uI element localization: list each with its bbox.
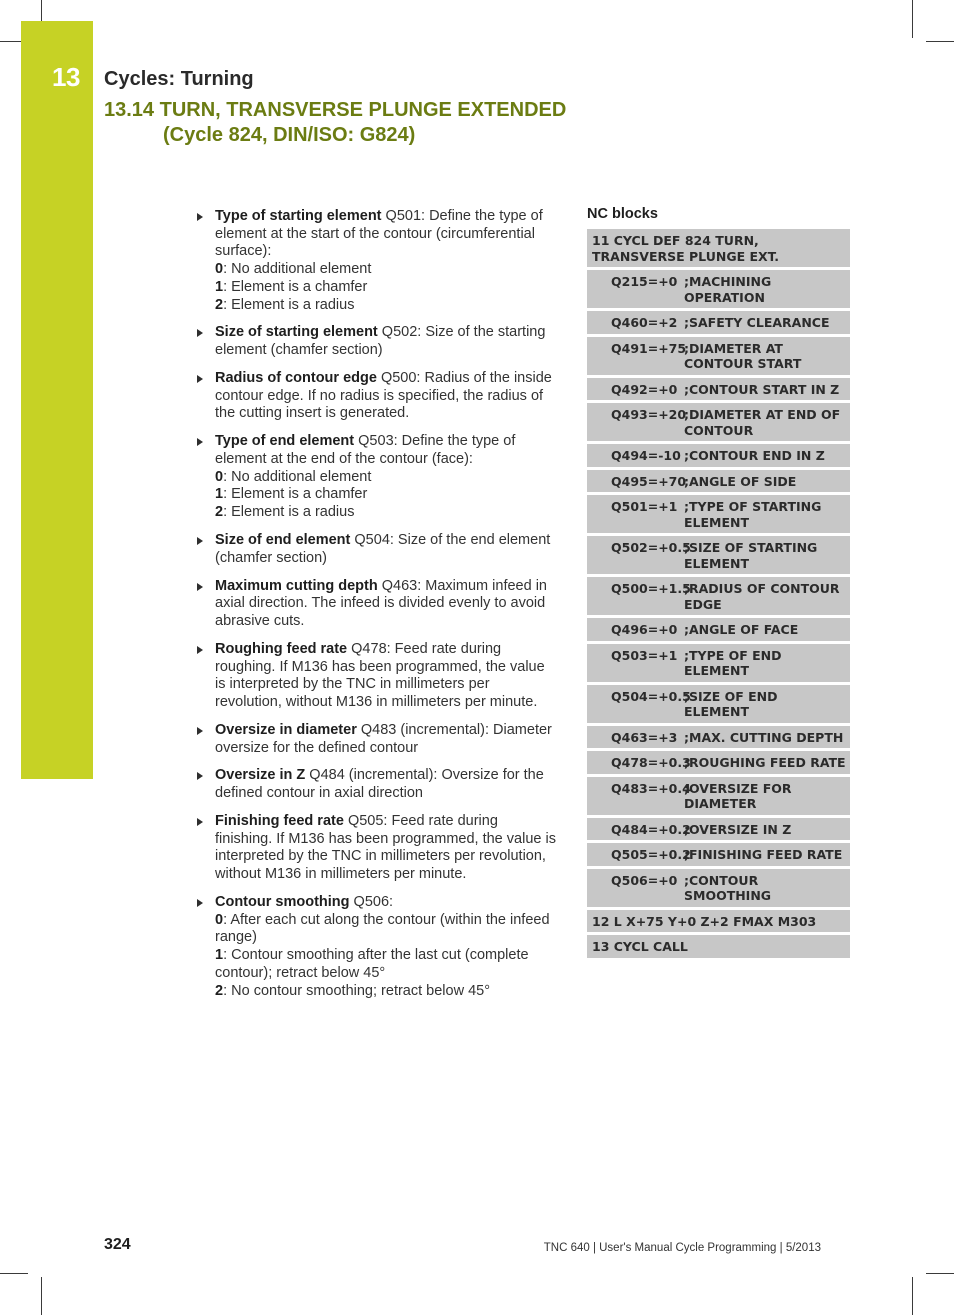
parameter-name: Type of starting element (215, 208, 382, 224)
parameter-item (193, 641, 558, 712)
parameter-name: Maximum cutting depth (215, 577, 378, 594)
nc-parameter-comment: ;SIZE OF STARTING ELEMENT (684, 540, 818, 571)
nc-parameter-comment: ;OVERSIZE FOR DIAMETER (684, 780, 792, 811)
nc-block-text: 11 CYCL DEF 824 TURN, TRANSVERSE PLUNGE EXT. (592, 233, 780, 264)
nc-parameter-row (587, 270, 850, 311)
parameter-description: Q501: Define the type of element at the start of the contour (circumferential surface): (215, 208, 543, 260)
nc-block-row (587, 935, 850, 961)
nc-parameter-code: Q460=+2 (611, 315, 678, 330)
option-key: 1 (215, 278, 224, 295)
nc-parameter-comment: ;ANGLE OF FACE (684, 622, 799, 637)
option-text: : Element is a radius (223, 504, 355, 521)
parameter-description: Q483 (incremental): Diameter oversize for the defined contour (215, 721, 552, 756)
parameter-item (193, 813, 558, 884)
option-key: 2 (215, 982, 224, 999)
parameter-name: Oversize in Z (215, 767, 306, 784)
nc-parameter-code: Q505=+0.2 (611, 847, 691, 862)
nc-parameter-row (587, 777, 850, 818)
option-text: : Element is a chamfer (223, 278, 368, 295)
nc-parameter-comment: ;ROUGHING FEED RATE (684, 755, 846, 770)
option-key: 1 (215, 947, 224, 964)
crop-mark (926, 41, 954, 42)
nc-parameter-row (587, 495, 850, 536)
nc-parameter-comment: ;SIZE OF END ELEMENT (684, 688, 778, 719)
bullet-arrow-icon (197, 375, 203, 383)
nc-parameter-row (587, 726, 850, 752)
nc-parameter-row (587, 685, 850, 726)
nc-parameter-comment: ;TYPE OF STARTING ELEMENT (684, 499, 822, 530)
chapter-number: 13 (52, 62, 80, 92)
nc-parameter-comment: ;SAFETY CLEARANCE (684, 315, 830, 330)
nc-parameter-code: Q494=-10 (611, 448, 681, 463)
parameter-description: Q505: Feed rate during finishing. If M136 has been programmed, the value is interpreted by the TNC in millimeters per revolution, without M136 in millimeters per minute. (215, 813, 556, 883)
nc-block-text: 13 CYCL CALL (592, 939, 688, 954)
option-text: : Element is a chamfer (223, 486, 368, 503)
parameter-item (193, 767, 558, 802)
nc-parameter-code: Q463=+3 (611, 729, 678, 745)
parameter-item (193, 722, 558, 757)
nc-parameter-comment: ;TYPE OF END ELEMENT (684, 647, 782, 678)
bullet-arrow-icon (197, 213, 203, 221)
nc-parameter-code: Q495=+70 (611, 473, 687, 489)
parameter-item (193, 370, 558, 423)
nc-parameter-comment: ;FINISHING FEED RATE (684, 847, 843, 862)
bullet-arrow-icon (197, 727, 203, 735)
nc-block-text: 12 L X+75 Y+0 Z+2 FMAX M303 (592, 913, 817, 929)
nc-parameter-comment: ;CONTOUR START IN Z (684, 381, 840, 397)
parameter-item (193, 578, 558, 631)
nc-parameter-code: Q504=+0.5 (611, 688, 691, 704)
nc-parameter-code: Q492=+0 (611, 381, 678, 397)
nc-parameter-row (587, 470, 850, 496)
option-text: : No contour smoothing; retract below 45° (223, 982, 491, 999)
nc-parameter-row (587, 337, 850, 378)
parameter-name: Size of starting element (215, 324, 378, 341)
nc-parameter-comment: ;OVERSIZE IN Z (684, 821, 792, 837)
nc-parameter-code: Q484=+0.2 (611, 821, 691, 837)
nc-parameter-code: Q506=+0 (611, 872, 678, 888)
parameter-name: Type of end element (215, 433, 355, 450)
option-text: : No additional element (223, 261, 372, 278)
bullet-arrow-icon (197, 537, 203, 545)
nc-parameter-row (587, 577, 850, 618)
parameter-item (193, 324, 558, 359)
nc-parameter-row (587, 378, 850, 404)
option-key: 2 (215, 296, 224, 313)
option-key: 2 (215, 504, 224, 521)
nc-parameter-comment: ;CONTOUR END IN Z (684, 448, 825, 463)
option-key: 0 (215, 261, 224, 278)
chapter-sidebar (21, 21, 93, 779)
nc-parameter-comment: ;CONTOUR SMOOTHING (684, 872, 772, 903)
chapter-title: Cycles: Turning (104, 68, 254, 90)
nc-block-row (587, 910, 850, 936)
bullet-arrow-icon (197, 899, 203, 907)
option-text: : Contour smoothing after the last cut (complete contour); retract below 45° (215, 947, 529, 981)
nc-parameter-row (587, 311, 850, 337)
crop-mark (41, 1277, 42, 1315)
bullet-arrow-icon (197, 438, 203, 446)
nc-parameter-comment: ;MAX. CUTTING DEPTH (684, 729, 844, 745)
parameter-item (193, 433, 558, 522)
nc-blocks-label: NC blocks (587, 206, 658, 222)
nc-parameter-code: Q501=+1 (611, 499, 678, 514)
nc-parameter-row (587, 644, 850, 685)
crop-mark (912, 1277, 913, 1315)
nc-parameter-code: Q496=+0 (611, 622, 678, 637)
section-title-line1: 13.14 TURN, TRANSVERSE PLUNGE EXTENDED (104, 99, 567, 121)
nc-block-row (587, 229, 850, 270)
parameter-description: Q502: Size of the starting element (chamfer section) (215, 324, 546, 359)
section-title (104, 98, 566, 148)
nc-parameter-code: Q491=+75 (611, 340, 687, 356)
nc-parameter-code: Q215=+0 (611, 274, 678, 289)
nc-parameter-code: Q493=+20 (611, 407, 687, 422)
parameter-description: Q504: Size of the end element (chamfer section) (215, 532, 551, 566)
bullet-arrow-icon (197, 818, 203, 826)
parameter-item (193, 208, 558, 314)
nc-parameter-code: Q478=+0.3 (611, 755, 691, 770)
parameter-item (193, 532, 558, 567)
option-key: 0 (215, 468, 224, 485)
nc-parameter-row (587, 618, 850, 644)
option-key: 0 (215, 911, 224, 928)
nc-parameter-row (587, 751, 850, 777)
bullet-arrow-icon (197, 772, 203, 780)
parameter-description: Q506: (353, 894, 394, 911)
nc-parameter-code: Q502=+0.5 (611, 540, 691, 555)
section-title-line2: (Cycle 824, DIN/ISO: G824) (163, 124, 416, 146)
crop-mark (926, 1273, 954, 1274)
nc-parameter-comment: ;ANGLE OF SIDE (684, 473, 797, 489)
option-text: : After each cut along the contour (within the infeed range) (215, 911, 550, 946)
parameter-description: Q478: Feed rate during roughing. If M136 has been programmed, the value is interpreted by the TNC in millimeters per revolution, without M136 in millimeters per minute. (215, 640, 545, 710)
nc-parameter-row (587, 869, 850, 910)
nc-parameter-row (587, 818, 850, 844)
parameter-name: Radius of contour edge (215, 370, 377, 386)
nc-parameter-comment: ;MACHINING OPERATION (684, 274, 772, 305)
nc-parameter-code: Q483=+0.4 (611, 780, 691, 796)
nc-parameter-comment: ;DIAMETER AT END OF CONTOUR (684, 407, 841, 438)
parameter-description: Q484 (incremental): Oversize for the defined contour in axial direction (215, 767, 544, 802)
parameter-name: Contour smoothing (215, 894, 350, 911)
parameter-name: Oversize in diameter (215, 721, 357, 738)
parameter-item (193, 894, 558, 1000)
parameter-list (193, 208, 558, 1010)
parameter-name: Size of end element (215, 532, 351, 548)
parameter-description: Q500: Radius of the inside contour edge. If no radius is specified, the radius of the cutting insert is generated. (215, 370, 552, 422)
parameter-description: Q463: Maximum infeed in axial direction. The infeed is divided evenly to avoid abrasive cuts. (215, 577, 547, 629)
crop-mark (912, 0, 913, 38)
bullet-arrow-icon (197, 583, 203, 591)
nc-parameter-row (587, 536, 850, 577)
parameter-description: Q503: Define the type of element at the end of the contour (face): (215, 433, 516, 467)
nc-parameter-row (587, 403, 850, 444)
parameter-name: Finishing feed rate (215, 813, 344, 830)
footer-doc-info: TNC 640 | User's Manual Cycle Programming | 5/2013 (543, 1242, 821, 1254)
parameter-name: Roughing feed rate (215, 640, 348, 657)
crop-mark (0, 1273, 28, 1274)
nc-parameter-row (587, 444, 850, 470)
option-text: : Element is a radius (223, 296, 355, 313)
nc-parameter-code: Q503=+1 (611, 647, 678, 663)
nc-parameter-comment: ;DIAMETER AT CONTOUR START (684, 340, 802, 371)
option-text: : No additional element (223, 468, 372, 485)
nc-parameter-comment: ;RADIUS OF CONTOUR EDGE (684, 581, 840, 612)
nc-parameter-code: Q500=+1.5 (611, 581, 691, 596)
nc-parameter-row (587, 843, 850, 869)
page-number: 324 (104, 1236, 131, 1253)
nc-blocks-table (587, 229, 850, 961)
bullet-arrow-icon (197, 646, 203, 654)
bullet-arrow-icon (197, 329, 203, 337)
option-key: 1 (215, 486, 224, 503)
